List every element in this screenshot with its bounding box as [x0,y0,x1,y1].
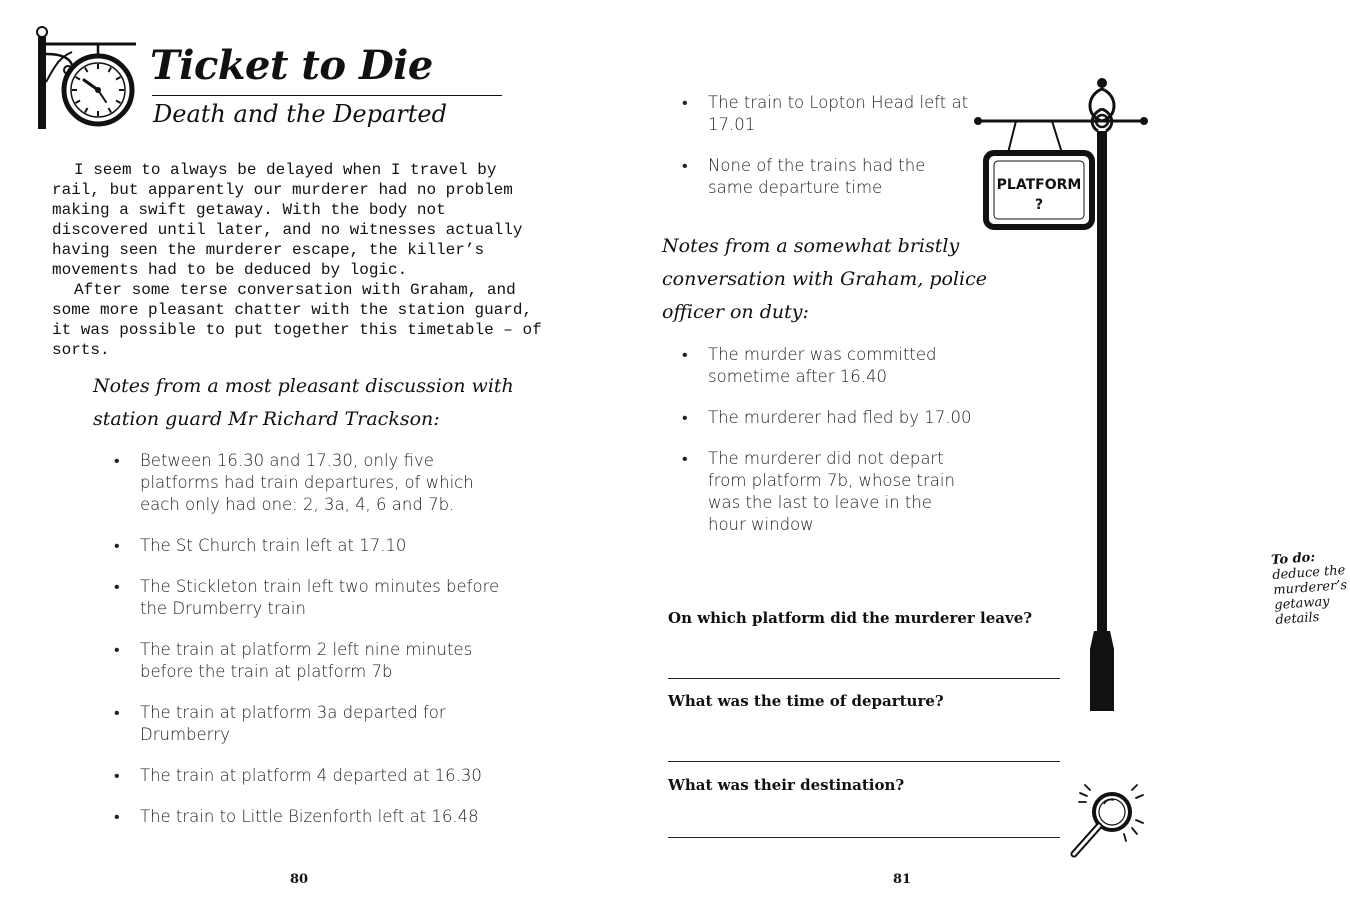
answer-line-platform[interactable] [668,678,1060,679]
todo-text: deduce the murderer’s getaway details [1271,563,1348,628]
page-number-right: 81 [893,872,912,887]
sign-text-line-1: PLATFORM [996,177,1082,193]
list-item: • The murderer did not depart from platform 7b, whose train was the last to leave in the hour window [682,448,972,536]
sign-text-line-2: ? [1034,197,1044,213]
left-page [0,0,600,918]
list-item: • The train at platform 4 departed at 16.30 [114,765,514,787]
todo-note [1271,548,1350,628]
guard-notes-heading [93,370,514,436]
page-subtitle: Death and the Departed [153,100,447,128]
list-item: • The train at platform 2 left nine minutes before the train at platform 7b [114,639,514,683]
platform-sign-post-icon [970,75,1160,725]
page-title: Ticket to Die [150,42,433,89]
police-notes-heading [662,230,987,329]
list-item: • The murderer had fled by 17.00 [682,407,972,429]
question-platform: On which platform did the murderer leave? [668,609,1033,627]
list-item: • The murder was committed sometime after 16.40 [682,344,972,388]
intro-paragraph-2: After some terse conversation with Graham, and some more pleasant chatter with the station guard, it was possible to put together this timetable – of sorts. [52,281,542,359]
list-item: • None of the trains had the same departure time [682,155,972,199]
list-item: • Between 16.30 and 17.30, only five platforms had train departures, of which each only had one: 2, 3a, 4, 6 and 7b. [114,450,514,516]
police-clue-list [682,344,972,555]
police-notes-heading-line-3: officer on duty: [662,301,809,323]
list-item: • The St Church train left at 17.10 [114,535,514,557]
intro-paragraph-1: I seem to always be delayed when I travel by rail, but apparently our murderer had no problem making a swift getaway. With the body not discovered until later, and no witnesses actually having seen the murderer escape, the killer’s movements had to be deduced by logic. [52,161,523,279]
station-clock-icon [28,22,168,162]
answer-line-departure-time[interactable] [668,761,1060,762]
list-item: • The train to Little Bizenforth left at 16.48 [114,806,514,828]
police-notes-heading-line-2: conversation with Graham, police [662,268,988,290]
guard-clue-list [114,450,514,847]
page-number-left: 80 [290,872,309,887]
answer-line-destination[interactable] [668,837,1060,838]
guard-notes-heading-line-1: Notes from a most pleasant discussion with [93,375,514,397]
right-page [600,0,1348,918]
question-departure-time: What was the time of departure? [668,692,944,710]
question-destination: What was their destination? [668,776,905,794]
guard-notes-heading-line-2: station guard Mr Richard Trackson: [93,408,440,430]
list-item: • The train to Lopton Head left at 17.01 [682,92,972,136]
todo-label: To do: [1270,550,1316,569]
police-notes-heading-line-1: Notes from a somewhat bristly [662,235,960,257]
title-divider [152,95,502,96]
list-item: • The train at platform 3a departed for Drumberry [114,702,514,746]
magnifying-glass-icon [1060,780,1150,870]
list-item: • The Stickleton train left two minutes before the Drumberry train [114,576,514,620]
guard-clue-list-continued [682,92,972,218]
